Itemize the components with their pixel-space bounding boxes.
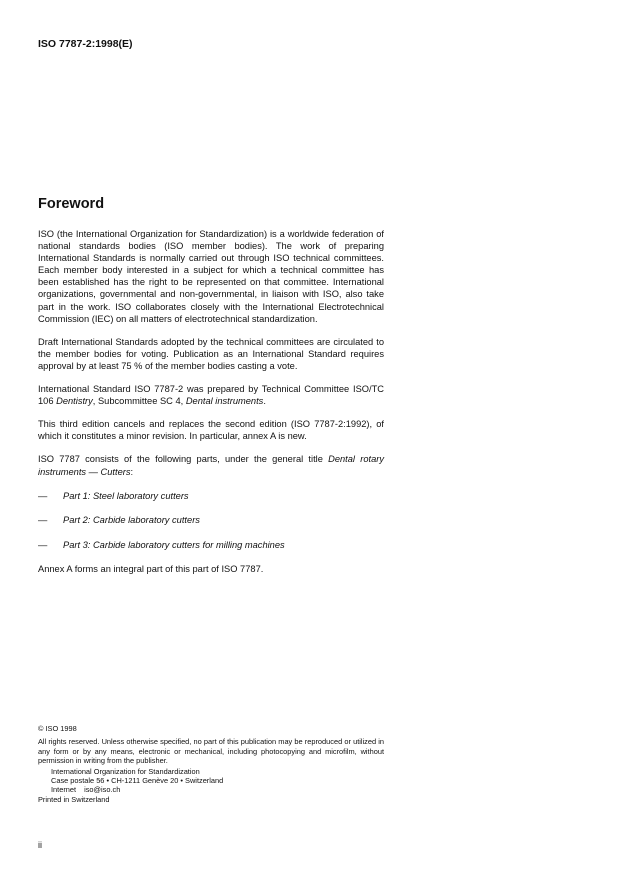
part-2-title: Part 2: Carbide laboratory cutters bbox=[63, 515, 200, 526]
paragraph-4: This third edition cancels and replaces the second edition (ISO 7787-2:1992), of which it constitutes a minor revision. In particular, annex A is new. bbox=[38, 419, 384, 442]
organization-name: International Organization for Standardization bbox=[51, 766, 200, 776]
foreword-body bbox=[38, 228, 384, 586]
dash-marker: — bbox=[38, 515, 48, 526]
general-title: Dental rotary instruments — Cutters bbox=[38, 454, 384, 477]
part-1-title: Part 1: Steel laboratory cutters bbox=[63, 490, 189, 501]
list-item bbox=[38, 490, 384, 502]
postal-address: Case postale 56 • CH-1211 Genève 20 • Switzerland bbox=[51, 776, 224, 786]
page-number: ii bbox=[38, 840, 42, 850]
paragraph-3-text-e: . bbox=[263, 396, 266, 407]
copyright-line: © ISO 1998 bbox=[38, 724, 77, 733]
subcommittee-title: Dental instruments bbox=[185, 396, 264, 407]
internet-label: Internet bbox=[51, 785, 77, 795]
list-item bbox=[38, 514, 384, 526]
internet-email: iso@iso.ch bbox=[84, 785, 121, 795]
committee-title: Dentistry bbox=[56, 396, 93, 407]
paragraph-2: Draft International Standards adopted by the technical committees are circulated to the member bodies for voting. Publication as an International Standard requires approval by at least 75 % of the member bodies casting a vote. bbox=[38, 336, 384, 371]
printed-in: Printed in Switzerland bbox=[38, 794, 110, 804]
part-3-title: Part 3: Carbide laboratory cutters for milling machines bbox=[63, 539, 285, 550]
document-id: ISO 7787-2:1998(E) bbox=[38, 38, 133, 50]
dash-marker: — bbox=[38, 539, 48, 550]
dash-marker: — bbox=[38, 490, 48, 501]
page-title: Foreword bbox=[38, 196, 105, 212]
paragraph-5 bbox=[38, 453, 384, 477]
paragraph-1: ISO (the International Organization for Standardization) is a worldwide federation of national standards bodies (ISO member bodies). The work of preparing International Standards is normally carried out through ISO technical committees. Each member body interested in a subject for which a technical committee has been established has the right to be represented on that committee. International organizations, governmental and non-governmental, in liaison with ISO, also take part in the work. ISO collaborates closely with the International Electrotechnical Commission (IEC) on all matters of electrotechnical standardization. bbox=[38, 229, 384, 324]
copyright-footer bbox=[38, 724, 384, 804]
internet-line bbox=[38, 785, 384, 794]
paragraph-5-text-c: : bbox=[130, 466, 134, 477]
paragraph-5-text-a: ISO 7787 consists of the following parts, under the general title bbox=[38, 454, 329, 465]
rights-statement: All rights reserved. Unless otherwise specified, no part of this publication may be reproduced or utilized in any form or by any means, electronic or mechanical, including photocopying and microfilm, without permission in writing from the publisher. bbox=[38, 737, 384, 766]
paragraph-6: Annex A forms an integral part of this part of ISO 7787. bbox=[38, 564, 264, 575]
paragraph-3 bbox=[38, 383, 384, 407]
list-item bbox=[38, 539, 384, 551]
paragraph-3-text-a: International Standard ISO 7787-2 was prepared by Technical Committee ISO/TC 106 bbox=[38, 384, 384, 407]
paragraph-3-text-c: , Subcommittee SC 4, bbox=[92, 396, 186, 407]
